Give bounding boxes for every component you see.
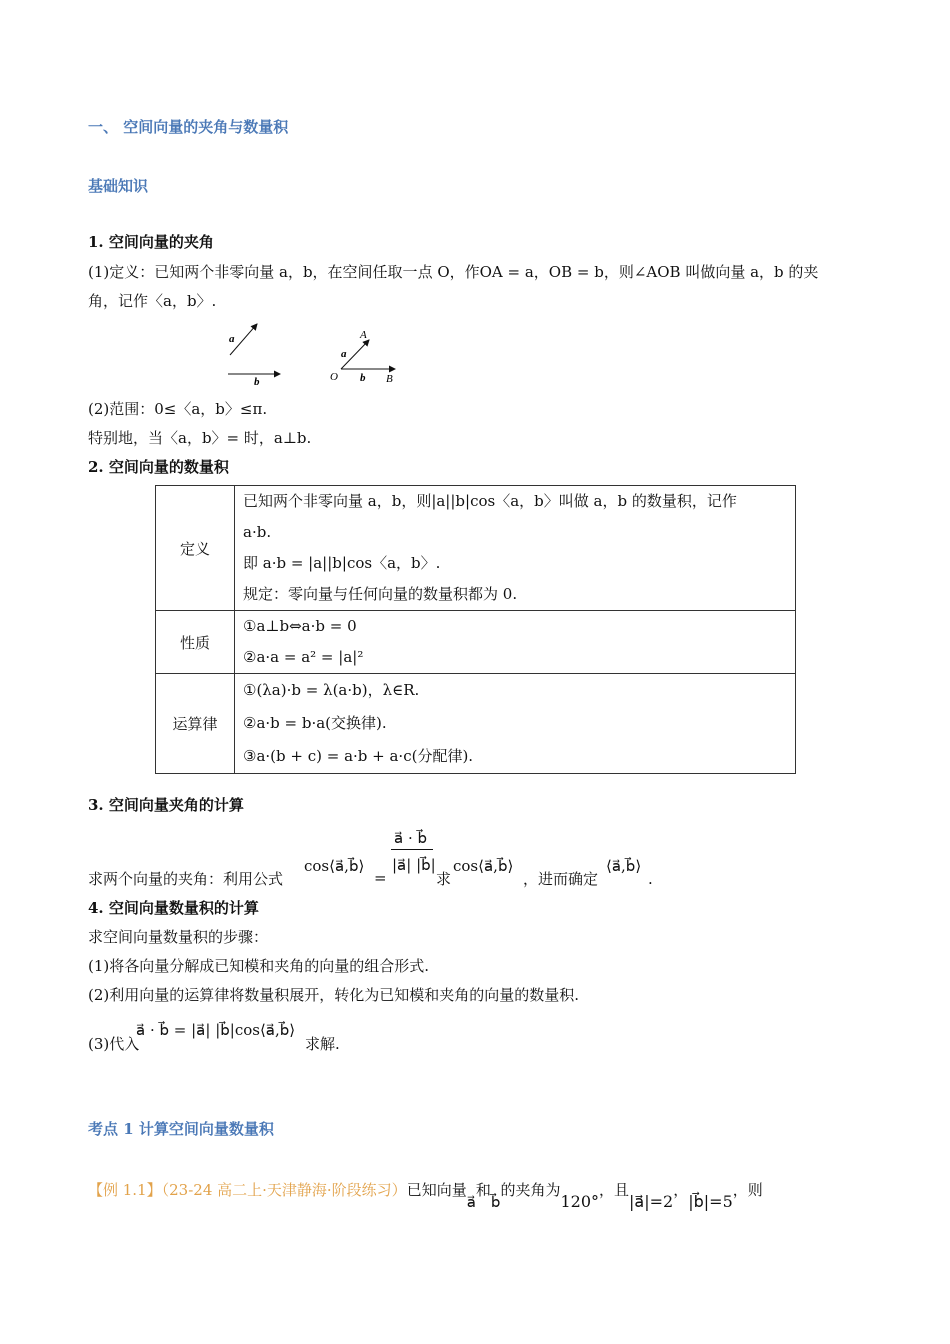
definition-line: 已知两个非零向量 a，b，则|a||b|cos〈a，b〉叫做 a，b 的数量积，记作 — [243, 492, 737, 510]
example-text1: 已知向量 — [406, 1181, 467, 1199]
formula-numerator: a⃗ · b⃗ — [394, 829, 428, 847]
topic3-text-mid: 求 — [436, 870, 452, 888]
topic1-range: (2)范围：0≤〈a，b〉≤π. — [88, 400, 268, 418]
example-vec-a: a⃗ — [466, 1193, 476, 1211]
property-line: ①a⊥b⇔a·b = 0 — [243, 617, 357, 635]
example-text5: ， — [673, 1181, 689, 1199]
left-label-a: a — [229, 333, 235, 345]
dot-product-table — [155, 485, 796, 774]
example-source: （23-24 高二上·天津静海·阶段练习） — [161, 1181, 407, 1199]
topic4-step1: (1)将各向量分解成已知模和夹角的向量的组合形式. — [88, 957, 430, 975]
topic3-text-suffix: ，进而确定 — [523, 870, 599, 888]
kaodian1-title: 考点 1 计算空间向量数量积 — [88, 1120, 274, 1138]
topic1-special: 特别地，当〈a，b〉= 时，a⊥b. — [88, 429, 312, 447]
topic1-definition-line1: (1)定义：已知两个非零向量 a，b，在空间任取一点 O，作OA = a，OB = b，则∠AOB 叫做向量 a，b 的夹 — [88, 263, 819, 281]
topic4-heading: 4. 空间向量数量积的计算 — [88, 899, 259, 917]
topic4-steps-intro: 求空间向量数量积的步骤： — [88, 928, 269, 946]
example-mod-a: |a⃗|=2 — [629, 1192, 674, 1211]
example-text6: ，则 — [732, 1181, 763, 1199]
right-label-B: B — [386, 373, 393, 385]
topic3-period: . — [648, 870, 653, 888]
definition-line: 即 a·b = |a||b|cos〈a，b〉. — [243, 554, 441, 572]
topic1-heading: 1. 空间向量的夹角 — [88, 233, 214, 251]
table-head-laws: 运算律 — [156, 674, 235, 774]
formula-cos2: cos⟨a⃗,b⃗⟩ — [453, 857, 514, 875]
example-mod-b: |b⃗|=5 — [688, 1192, 733, 1211]
example-1-1 — [88, 1180, 848, 1211]
example-vec-b: b⃗ — [490, 1193, 501, 1211]
example-text2: 和 — [475, 1181, 491, 1199]
table-head-properties: 性质 — [156, 611, 235, 674]
law-line: ③a·(b + c) = a·b + a·c(分配律). — [243, 747, 474, 765]
topic1-definition-line2: 角，记作〈a，b〉. — [88, 292, 217, 310]
example-tag: 【例 1.1】 — [88, 1181, 162, 1199]
formula-fraction-bar — [391, 849, 433, 850]
example-text3: 的夹角为 — [500, 1181, 561, 1199]
table-row-properties — [156, 611, 796, 674]
topic3-heading: 3. 空间向量夹角的计算 — [88, 796, 244, 814]
topic4-step3-formula: a⃗ · b⃗ = |a⃗| |b⃗|cos⟨a⃗,b⃗⟩ — [136, 1021, 296, 1039]
vector-angle-figure — [220, 318, 410, 390]
basics-heading: 基础知识 — [88, 177, 149, 195]
formula-angle: ⟨a⃗,b⃗⟩ — [606, 857, 642, 875]
right-label-A: A — [360, 329, 367, 341]
table-body-definition — [235, 486, 796, 611]
definition-line: a·b. — [243, 523, 272, 541]
law-line: ②a·b = b·a(交换律). — [243, 714, 387, 732]
formula-denominator: |a⃗| |b⃗| — [392, 856, 436, 874]
table-body-properties — [235, 611, 796, 674]
left-label-b: b — [254, 376, 260, 388]
definition-line: 规定：零向量与任何向量的数量积都为 0. — [243, 585, 518, 603]
example-angle: 120° — [560, 1192, 600, 1211]
topic4-step2: (2)利用向量的运算律将数量积展开，转化为已知模和夹角的向量的数量积. — [88, 986, 580, 1004]
topic2-heading: 2. 空间向量的数量积 — [88, 458, 229, 476]
right-label-a: a — [341, 348, 347, 360]
example-text4: ，且 — [599, 1181, 630, 1199]
topic3-text-prefix: 求两个向量的夹角：利用公式 — [88, 870, 284, 888]
table-row-definition — [156, 486, 796, 611]
table-row-laws — [156, 674, 796, 774]
topic4-step3-suffix: 求解. — [305, 1035, 340, 1053]
table-head-definition: 定义 — [156, 486, 235, 611]
right-label-b: b — [360, 372, 366, 384]
right-label-O: O — [330, 371, 338, 383]
table-body-laws — [235, 674, 796, 774]
formula-equals: = — [374, 869, 387, 887]
law-line: ①(λa)·b = λ(a·b)，λ∈R. — [243, 681, 420, 699]
topic4-step3-prefix: (3)代入 — [88, 1035, 140, 1053]
section-title: 一、 空间向量的夹角与数量积 — [88, 118, 289, 136]
formula-cos: cos⟨a⃗,b⃗⟩ — [304, 857, 365, 875]
property-line: ②a·a = a² = |a|² — [243, 648, 364, 666]
